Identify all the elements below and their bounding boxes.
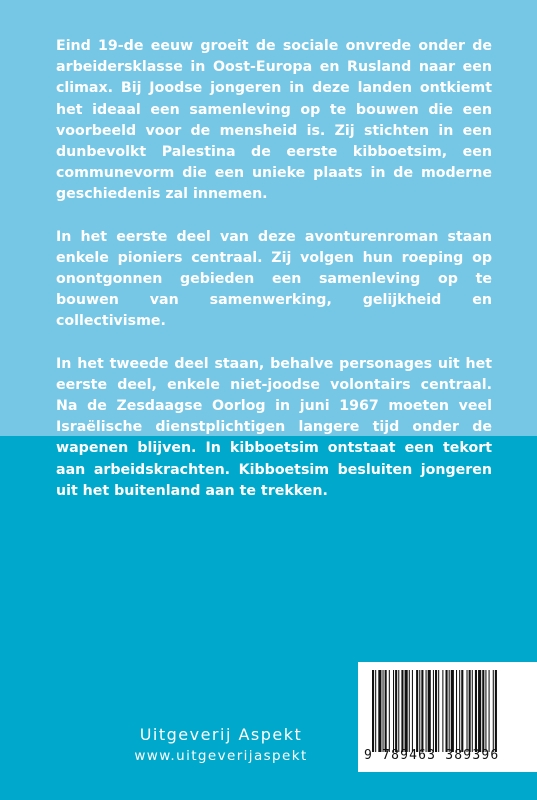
blurb-paragraph-1: Eind 19-de eeuw groeit de sociale onvrede onder de arbeidersklasse in Oost-Europa en Rusland naar een climax. Bij Joodse jongeren in deze landen ontkiemt het ideaal een samenleving op te bouwen die een voorbeeld voor de mensheid is. Zij stichten in een dunbevolkt Palestina de eerste kibboetsim, een communevorm die een unieke plaats in de moderne geschiedenis zal innemen. xyxy=(56,38,492,203)
blurb-paragraph-2: In het eerste deel van deze avonturenroman staan enkele pioniers centraal. Zij volgen hun roeping op onontgonnen gebieden een samenleving op te bouwen van samenwerking, gelijkheid en collectivisme. xyxy=(56,228,492,330)
publisher-name: Uitgeverij Aspekt xyxy=(139,725,303,744)
barcode xyxy=(358,662,537,772)
publisher-url: www.uitgeverijaspekt xyxy=(134,748,308,764)
barcode-digits: 9 789463 389396 xyxy=(364,748,500,763)
blurb-text xyxy=(56,36,492,523)
blurb-paragraph-3: In het tweede deel staan, behalve personages uit het eerste deel, enkele niet-joodse volontairs centraal. Na de Zesdaagse Oorlog in juni 1967 moeten veel Israëlische dienstplichtigen langere tijd onder de wapenen blijven. In kibboetsim ontstaat een tekort aan arbeidskrachten. Kibboetsim besluiten jongeren uit het buitenland aan te trekken. xyxy=(56,355,492,499)
publisher-block xyxy=(122,724,320,766)
barcode-bars-icon xyxy=(372,670,537,752)
